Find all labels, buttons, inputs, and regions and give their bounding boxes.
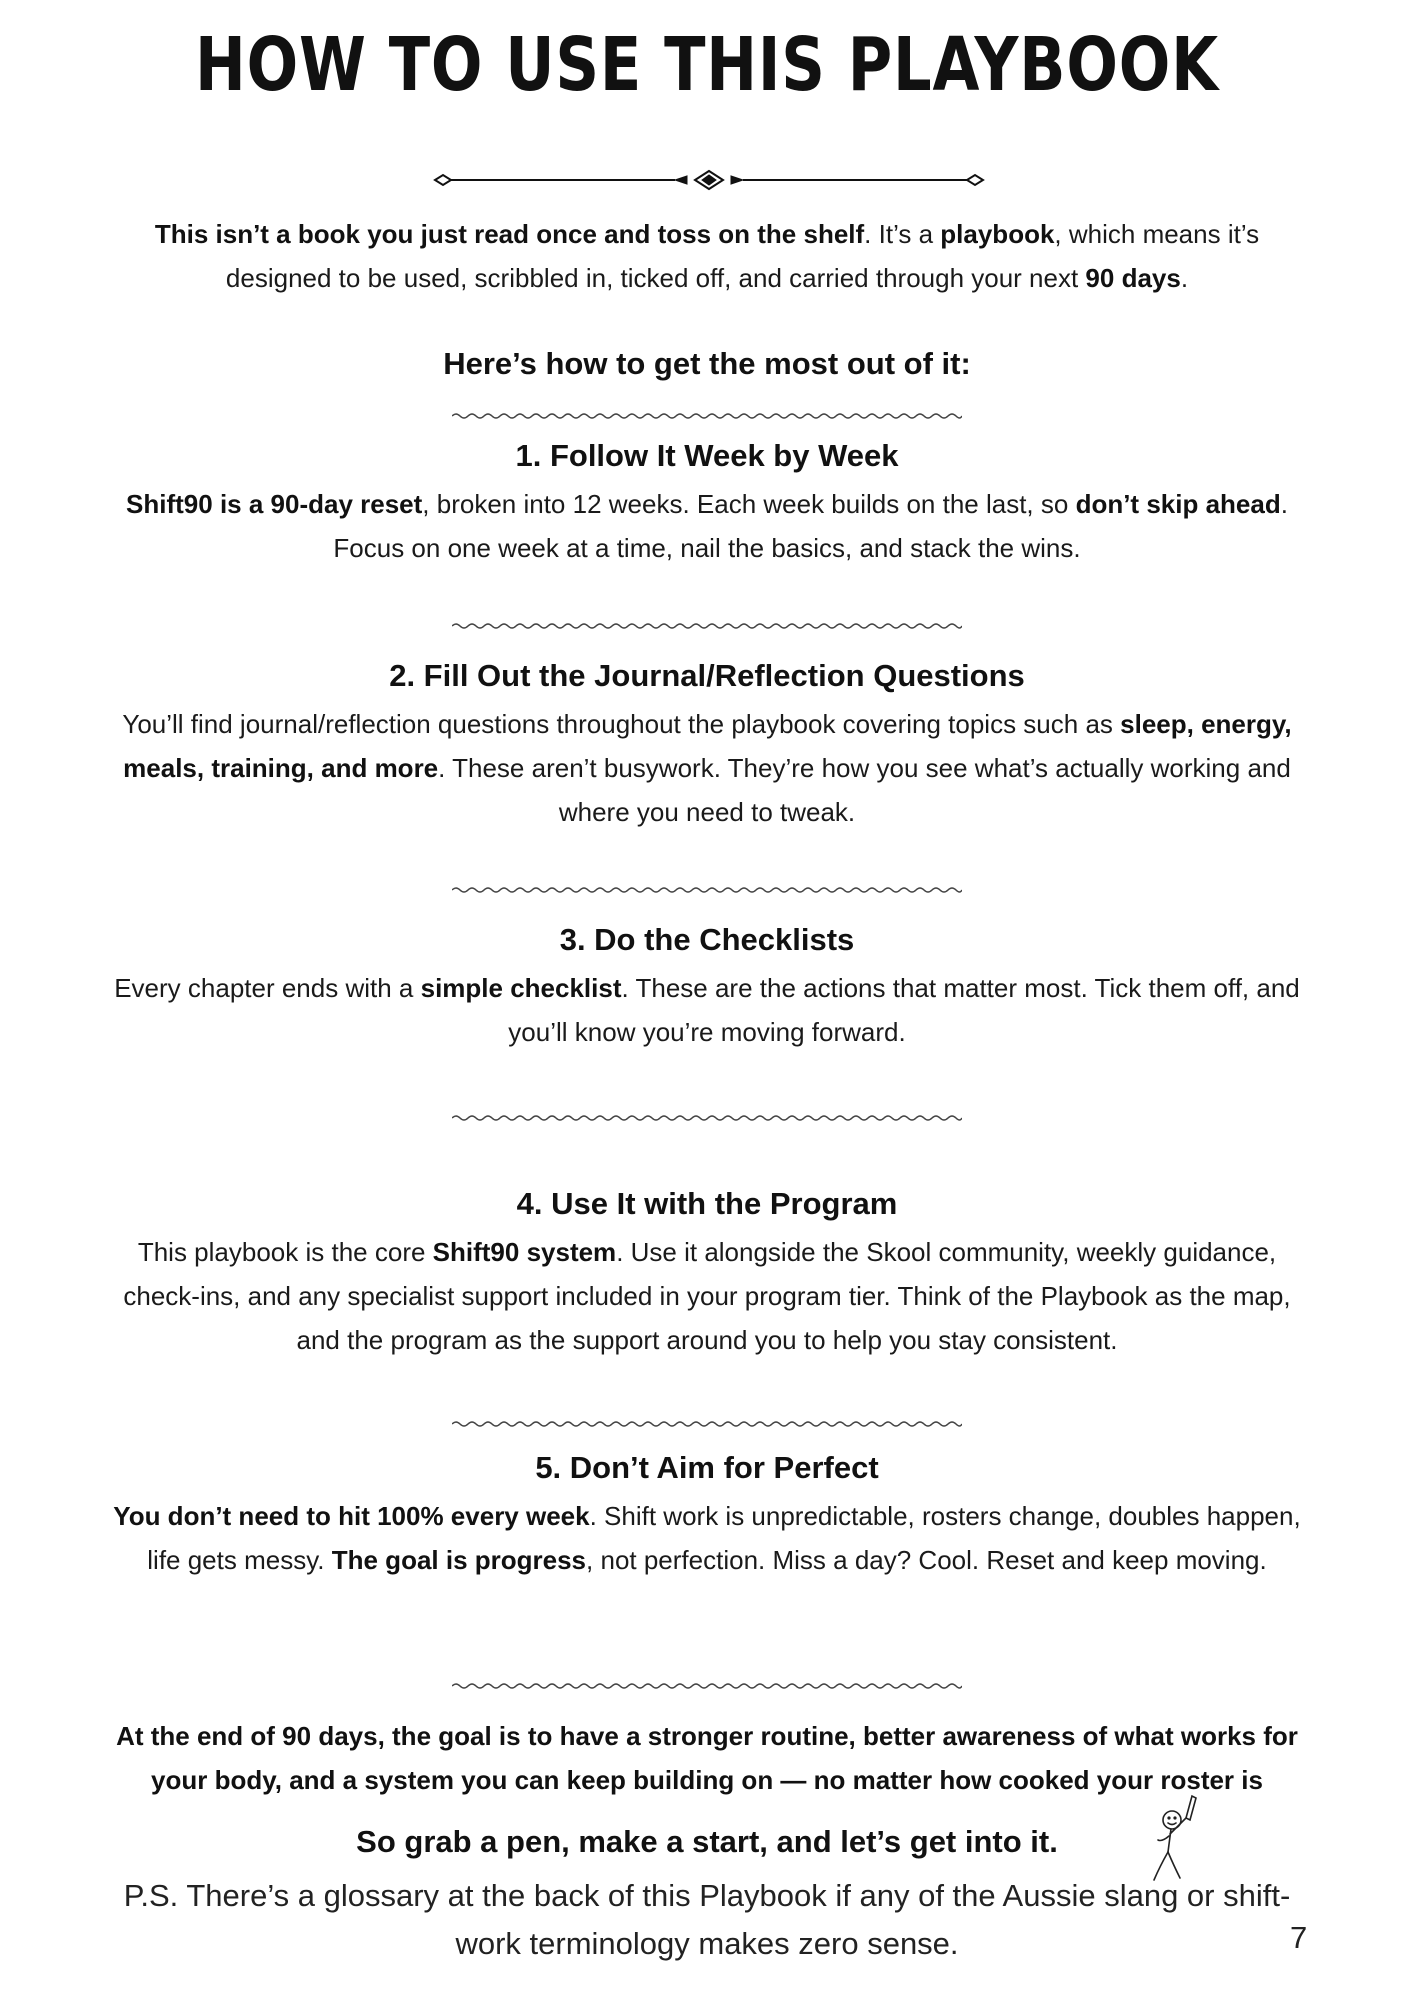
- intro-text-2: , which means it’s designed to be used, scribbled in, ticked off, and carried through your next: [225, 219, 1260, 293]
- intro-paragraph: [100, 212, 1314, 300]
- section-2-text-1: You’ll find journal/reflection questions throughout the playbook covering topics such as: [122, 709, 1121, 739]
- section-1-bold-1: Shift90 is a 90-day reset: [126, 489, 423, 519]
- intro-text-3: .: [1180, 263, 1189, 293]
- intro-bold-3: 90 days: [1085, 263, 1181, 293]
- section-divider: [452, 1420, 962, 1428]
- page-number: 7: [1290, 1920, 1308, 1955]
- ps-note: P.S. There’s a glossary at the back of this Playbook if any of the Aussie slang or shift-work terminology makes zero sense.: [123, 1878, 1291, 1961]
- section-2-bold-1: sleep, energy, meals, training, and more: [123, 709, 1292, 783]
- section-title-4: 4. Use It with the Program: [516, 1186, 898, 1221]
- section-body-4: [100, 1230, 1314, 1362]
- section-5-text-2: , not perfection. Miss a day? Cool. Reset and keep moving.: [586, 1545, 1267, 1575]
- intro-text-1: . It’s a: [864, 219, 941, 249]
- section-divider: [452, 1682, 962, 1690]
- section-5-text-1: . Shift work is unpredictable, rosters change, doubles happen, life gets messy.: [147, 1501, 1301, 1575]
- section-5-bold-1: You don’t need to hit 100% every week: [113, 1501, 590, 1531]
- closing-statement: At the end of 90 days, the goal is to have a stronger routine, better awareness of what works for your body, and a system you can keep building on — no matter how cooked your roster is: [116, 1721, 1298, 1795]
- section-1-text-1: , broken into 12 weeks. Each week builds on the last, so: [422, 489, 1076, 519]
- section-3-text-1: Every chapter ends with a: [114, 973, 421, 1003]
- section-body-1: [100, 482, 1314, 570]
- section-body-2: [100, 702, 1314, 834]
- section-title-2: 2. Fill Out the Journal/Reflection Questions: [389, 658, 1025, 693]
- section-1-bold-2: don’t skip ahead: [1075, 489, 1281, 519]
- intro-bold-1: This isn’t a book you just read once and toss on the shelf: [154, 219, 865, 249]
- section-1-text-2: . Focus on one week at a time, nail the basics, and stack the wins.: [333, 489, 1288, 563]
- section-5-bold-2: The goal is progress: [331, 1545, 587, 1575]
- intro-bold-2: playbook: [940, 219, 1055, 249]
- section-3-text-2: . These are the actions that matter most. Tick them off, and you’ll know you’re moving forward.: [508, 973, 1300, 1047]
- section-title-3: 3. Do the Checklists: [559, 922, 855, 957]
- page-title: HOW TO USE THIS PLAYBOOK: [194, 22, 1220, 108]
- section-body-5: [100, 1494, 1314, 1582]
- section-divider: [452, 412, 962, 420]
- call-to-action: So grab a pen, make a start, and let’s get into it.: [356, 1824, 1058, 1859]
- section-title-1: 1. Follow It Week by Week: [515, 438, 899, 473]
- section-3-bold-1: simple checklist: [420, 973, 622, 1003]
- ornament-divider: [431, 168, 987, 192]
- section-body-3: [100, 966, 1314, 1054]
- section-4-text-2: . Use it alongside the Skool community, weekly guidance, check-ins, and any specialist support included in your program tier. Think of the Playbook as the map, and the program as the support around you to help you stay consistent.: [123, 1237, 1291, 1355]
- section-divider: [452, 1114, 962, 1122]
- section-4-text-1: This playbook is the core: [137, 1237, 433, 1267]
- subheading: Here’s how to get the most out of it:: [443, 346, 971, 381]
- section-title-5: 5. Don’t Aim for Perfect: [535, 1450, 879, 1485]
- section-divider: [452, 886, 962, 894]
- section-divider: [452, 622, 962, 630]
- section-2-text-2: . These aren’t busywork. They’re how you see what’s actually working and where you need to tweak.: [438, 753, 1291, 827]
- section-4-bold-1: Shift90 system: [432, 1237, 617, 1267]
